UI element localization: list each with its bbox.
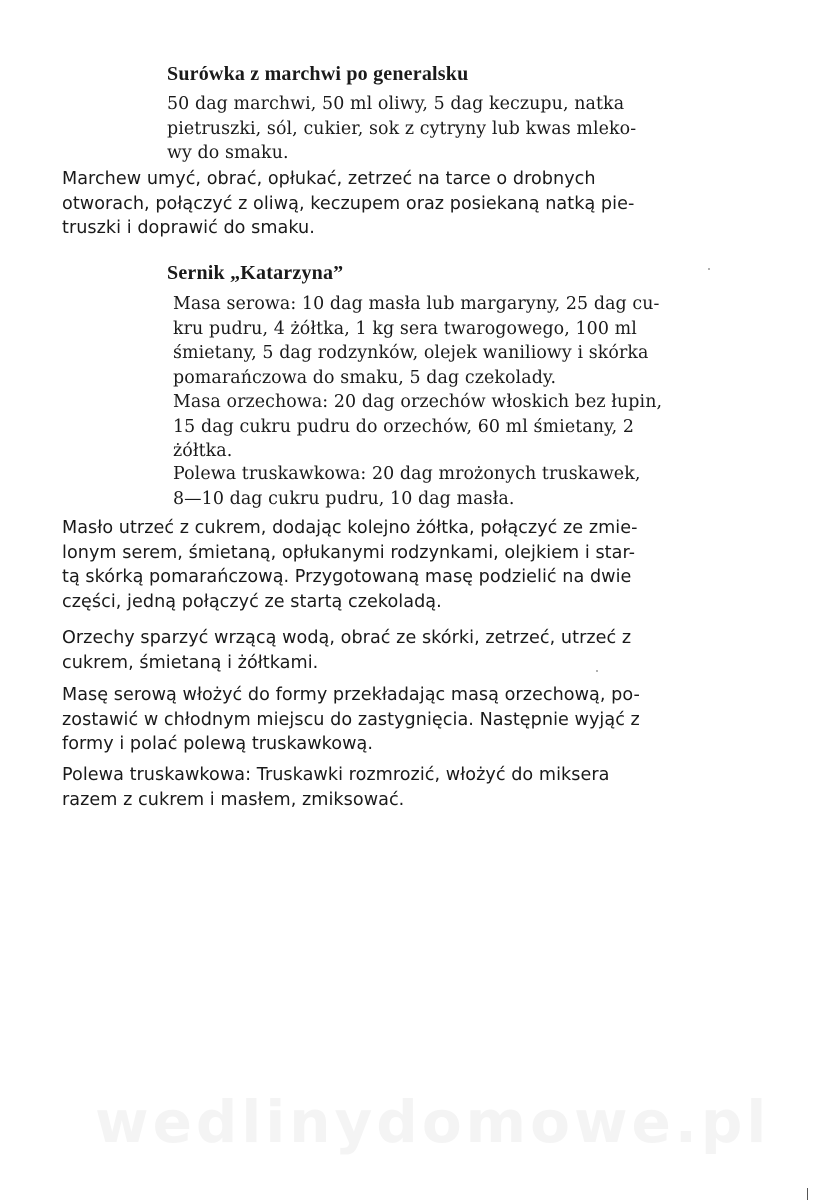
ingredient-group-masa-serowa (173, 292, 660, 390)
instruction-line: Polewa truskawkowa: Truskawki rozmrozić, włożyć do miksera (62, 765, 610, 785)
instruction-paragraph (62, 626, 631, 675)
ingredient-line: Masa serowa: 10 dag masła lub margaryny, 25 dag cu- (173, 294, 660, 314)
instruction-line: lonym serem, śmietaną, opłukanymi rodzynkami, olejkiem i star- (62, 542, 635, 563)
scan-edge-mark (807, 1188, 808, 1200)
ingredient-line: 50 dag marchwi, 50 ml oliwy, 5 dag keczupu, natka (167, 94, 625, 114)
instruction-line: Masę serową włożyć do formy przekładając masą orzechową, po- (62, 685, 640, 705)
instruction-paragraph (62, 763, 609, 812)
instruction-line: Marchew umyć, obrać, opłukać, zetrzeć na tarce o drobnych (62, 169, 596, 189)
ingredient-line: żółtka. (173, 441, 233, 461)
scan-speck (596, 670, 598, 672)
ingredient-line: 8—10 dag cukru pudru, 10 dag masła. (173, 488, 515, 509)
instruction-line: tą skórką pomarańczową. Przygotowaną masę podzielić na dwie (62, 567, 632, 587)
instruction-line: zostawić w chłodnym miejscu do zastygnięcia. Następnie wyjąć z (62, 709, 640, 730)
watermark: wedlinydomowe.pl (95, 1088, 771, 1156)
instruction-line: razem z cukrem i masłem, zmiksować. (62, 789, 405, 810)
ingredient-group-polewa (173, 462, 640, 511)
ingredient-line: 15 dag cukru pudru do orzechów, 60 ml śmietany, 2 (173, 416, 635, 437)
ingredient-line: śmietany, 5 dag rodzynków, olejek waniliowy i skórka (173, 343, 649, 363)
recipe-ingredients-surowka (167, 92, 636, 166)
recipe-title-surowka: Surówka z marchwi po generalsku (167, 63, 469, 85)
ingredient-line: wy do smaku. (167, 143, 289, 163)
ingredient-line: kru pudru, 4 żółtka, 1 kg sera twarogowego, 100 ml (173, 318, 637, 339)
instruction-line: cukrem, śmietaną i żółtkami. (62, 652, 319, 673)
ingredient-group-masa-orzechowa (173, 390, 662, 464)
recipe-title-sernik: Sernik „Katarzyna” (167, 262, 344, 284)
ingredient-line: pietruszki, sól, cukier, sok z cytryny lub kwas mleko- (167, 118, 637, 139)
scan-speck (708, 268, 710, 270)
instruction-paragraph (62, 683, 640, 757)
instruction-line: Orzechy sparzyć wrzącą wodą, obrać ze skórki, zetrzeć, utrzeć z (62, 628, 632, 648)
instruction-line: otworach, połączyć z oliwą, keczupem oraz posiekaną natką pie- (62, 193, 635, 214)
instruction-line: truszki i doprawić do smaku. (62, 218, 315, 238)
ingredient-line: Polewa truskawkowa: 20 dag mrożonych truskawek, (173, 464, 641, 484)
ingredient-line: Masa orzechowa: 20 dag orzechów włoskich bez łupin, (173, 392, 663, 412)
recipe-instructions-surowka (62, 167, 634, 241)
instruction-paragraph (62, 516, 638, 614)
instruction-line: części, jedną połączyć ze startą czekoladą. (62, 591, 442, 612)
instruction-line: formy i polać polewą truskawkową. (62, 734, 374, 754)
ingredient-line: pomarańczowa do smaku, 5 dag czekolady. (173, 367, 557, 388)
instruction-line: Masło utrzeć z cukrem, dodając kolejno żółtka, połączyć ze zmie- (62, 518, 638, 538)
